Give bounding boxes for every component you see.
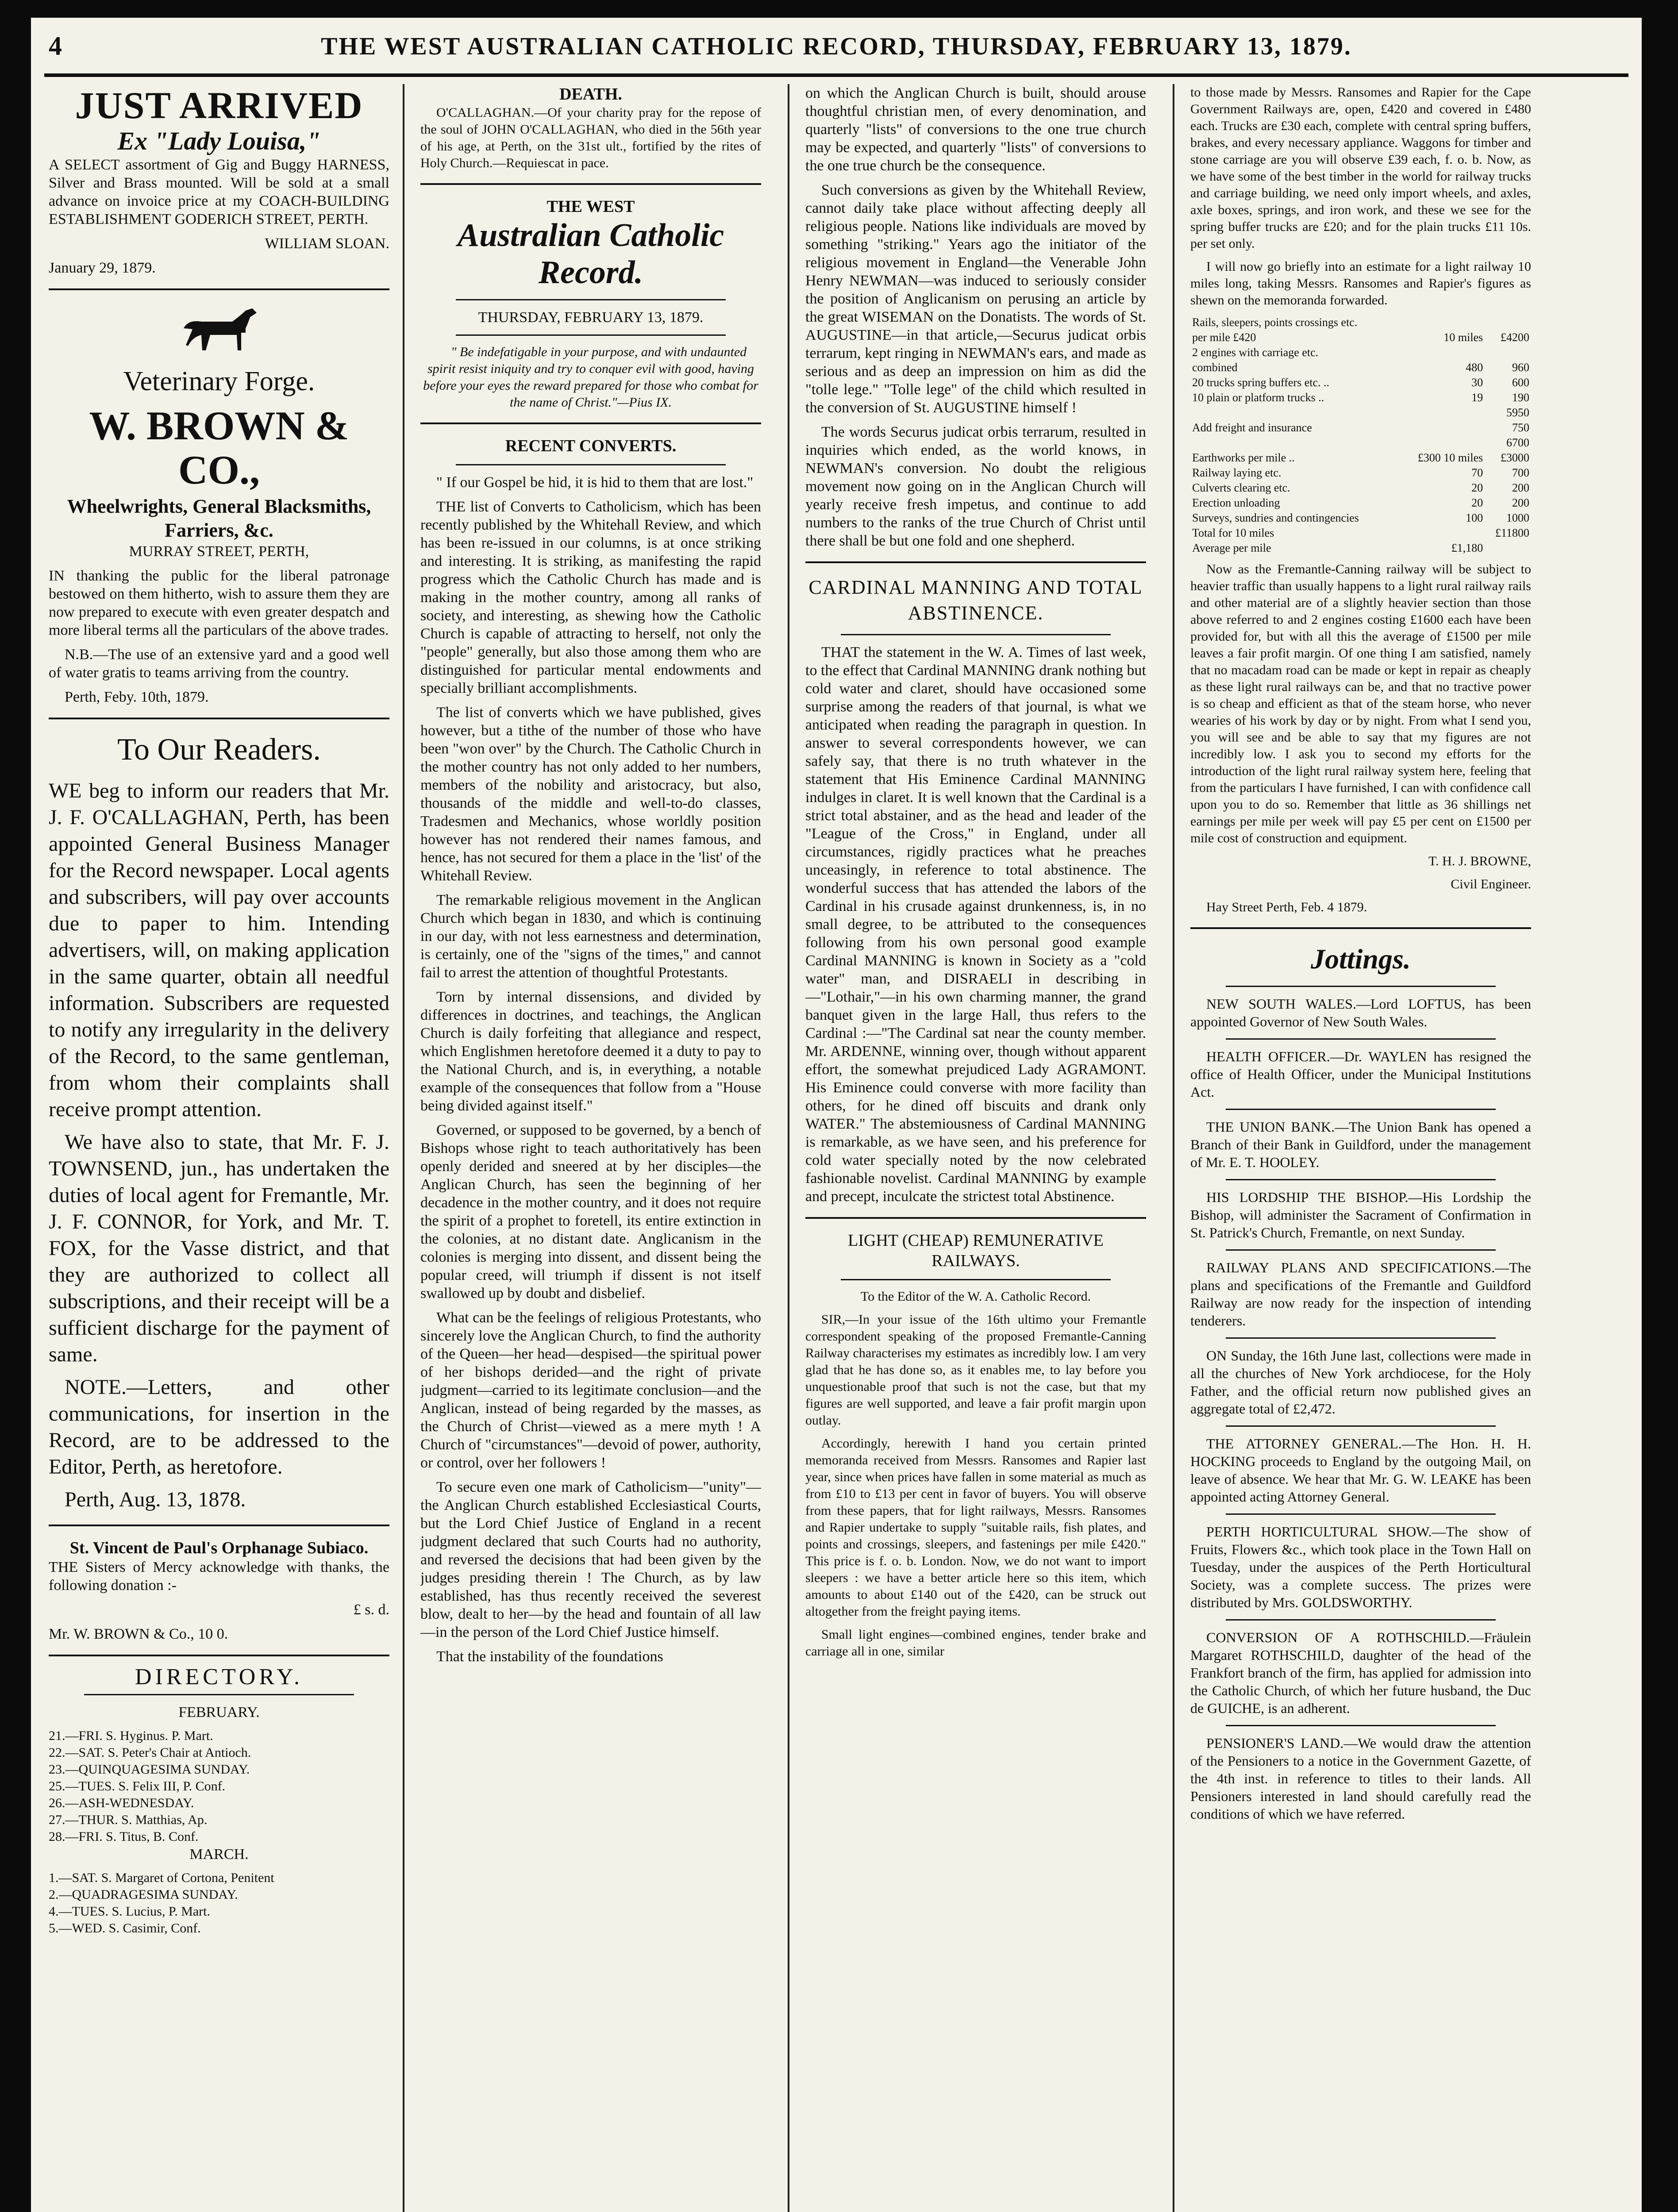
table-row xyxy=(1190,465,1531,480)
jotting-item: PERTH HORTICULTURAL SHOW.—The show of Fruits, Flowers &c., which took place in the Town Hall on Tuesday, under the auspices of the Perth Horticultural Society, was a complete success. The prizes were distributed by Mrs. GOLDSWORTHY. xyxy=(1190,1524,1531,1610)
railways-addressee: To the Editor of the W. A. Catholic Record. xyxy=(860,1289,1091,1304)
table-row xyxy=(1190,495,1531,511)
paper-the-west: THE WEST xyxy=(547,197,635,216)
orphanage-body: THE Sisters of Mercy acknowledge with thanks, the following donation :- xyxy=(49,1559,389,1594)
table-cell xyxy=(1190,405,1400,420)
table-cell: combined xyxy=(1192,361,1238,374)
jotting-item: RAILWAY PLANS AND SPECIFICATIONS.—The plans and specifications of the Fremantle and Guildford Railway are now ready for the inspection of intending tenderers. xyxy=(1190,1260,1531,1329)
table-cell: 20 xyxy=(1471,481,1483,494)
article-paragraph: Torn by internal dissensions, and divided by differences in doctrines, and teachings, the Anglican Church is daily forfeiting that allegiance and respect, which Englishmen heretofore deemed it a duty to pay to the National Church, and is, in everything, a notable example of the consequences that follow from a "House being divided against itself." xyxy=(420,989,761,1114)
divider xyxy=(1226,986,1496,987)
divider xyxy=(49,1525,389,1526)
ad-just-arrived-title: JUST ARRIVED xyxy=(75,84,363,127)
horse-icon xyxy=(175,302,263,359)
table-cell: Surveys, sundries and contingencies xyxy=(1192,511,1359,524)
column-3 xyxy=(805,84,1146,2212)
directory-entry: 5.—WED. S. Casimir, Conf. xyxy=(49,1921,201,1936)
article-paragraph: The list of converts which we have published, gives however, but a tithe of the number of those who have been "won over" by the Church. The Catholic Church in the mother country has not only added to her numbers, members of the nobility and aristocracy, but also, thousands of the middle and well-to-do classes, Tradesmen and Mechanics, whose worldly position however has not rendered their names famous, and hence, has not secured for them a place in the 'list' of the Whitehall Review. xyxy=(420,704,761,884)
divider xyxy=(1226,1725,1496,1726)
table-row xyxy=(1190,480,1531,495)
railway-estimate-table xyxy=(1190,315,1531,556)
table-cell: 19 xyxy=(1471,391,1483,404)
divider xyxy=(1226,1249,1496,1251)
masthead-rule xyxy=(44,73,1628,77)
orphanage-title: St. Vincent de Paul's Orphanage Subiaco. xyxy=(69,1539,369,1557)
article-paragraph: Such conversions as given by the Whitehall Review, cannot daily take place without affecting deeply all religious people. Nations like individuals are moved by something "striking." Years ago the initiator of the religious movement in England—the Venerable John Henry NEWMAN—was induced to seriously consider the position of Anglicanism on perusing an article by the great WISEMAN on the Donatists. The words of St. AUGUSTINE—in that article,—Securus judicat orbis terrarum, kept ringing in NEWMAN's ears, and made as serious and as deep an impression on him as did the "tolle lege." "Tolle lege" of the child which resulted in the conversion of St. AUGUSTINE himself ! xyxy=(805,182,1146,416)
directory-february: FEBRUARY. xyxy=(178,1704,260,1720)
table-cell xyxy=(1400,526,1485,541)
table-cell: Railway laying etc. xyxy=(1192,466,1282,479)
table-cell: Earthworks per mile .. xyxy=(1192,451,1295,464)
table-row xyxy=(1190,405,1531,420)
divider xyxy=(456,299,726,300)
letter-signature: T. H. J. BROWNE, xyxy=(1428,854,1531,868)
letter-paragraph: Accordingly, herewith I hand you certain printed memoranda received from Messrs. Ransomes and Rapier last year, since when prices have fallen in some material as much as from £10 to £13 per cent in favor of buyers. You will observe from these papers, that for light railways, Messrs. Ransomes and Rapier undertake to supply "suitable rails, fish plates, and points and crossings, sleepers, and fastenings per mile £420." This price is f. o. b. London. Now, we do not want to import sleepers : we have a better article here so this item, which amounts to about £140 out of the £420, can be struck out altogether from the freight paying items. xyxy=(805,1436,1146,1619)
table-cell: 70 xyxy=(1471,466,1483,479)
table-cell: 30 xyxy=(1471,376,1483,389)
table-cell: 960 xyxy=(1512,361,1529,374)
jotting-item: HIS LORDSHIP THE BISHOP.—His Lordship the Bishop, will administer the Sacrament of Confirmation in St. Patrick's Church, Fremantle, on next Sunday. xyxy=(1190,1189,1531,1240)
letter-paragraph: Now as the Fremantle-Canning railway will be subject to heavier traffic than usually happens to a light rural railway rails and other material are of a slightly heavier section than those above referred to and 2 engines costing £1600 each have been provided for, but with all this the average of £1500 per mile leaves a fair profit margin. Of one thing I am satisfied, namely that no macadam road can be made or kept in repair as cheaply as these light rural railways can be, and that no tractive power is so cheap and efficient as that of the steam horse, who never wearies of his work by day or by night. From what I send you, you will see and be able to say that my figures are not incredibly low. I ask you to second my efforts for the introduction of the light rural railway system here, feeling that from the particulars I have furnished, I can with confidence call upon you to do so. Remember that little as 36 shillings net earnings per mile per week will pay £5 per cent on £1500 per mile cost of construction and equipment. xyxy=(1190,562,1531,845)
jotting-item: THE ATTORNEY GENERAL.—The Hon. H. H. HOCKING proceeds to England by the outgoing Mail, on leave of absence. We hear that Mr. G. W. LEAKE has been appointed acting Attorney General. xyxy=(1190,1436,1531,1505)
table-cell: 20 trucks spring buffers etc. .. xyxy=(1192,376,1330,389)
letter-paragraph: to those made by Messrs. Ransomes and Rapier for the Cape Government Railways are, open, £420 and covered in £480 each. Trucks are £30 each, complete with central spring buffers, brakes, and every necessary appliance. Waggons for timber and stone carriage are you will observe £39 each, f. o. b. Now, as we have some of the best timber in the world for railway trucks and carriage building, we need only import wheels, and axles, axle boxes, springs, and iron work, and these we see for the spring buffer trucks are £20; and for the plain trucks £11 10s. per set only. xyxy=(1190,85,1531,251)
jotting-item: CONVERSION OF A ROTHSCHILD.—Fräulein Margaret ROTHSCHILD, daughter of the head of the Frankfort branch of the firm, has applied for admission into the Catholic Church, of which her future husband, the Duc de GUICHE, is an adherent. xyxy=(1190,1629,1531,1716)
ad-just-arrived-sign: WILLIAM SLOAN. xyxy=(265,235,389,252)
table-cell xyxy=(1400,435,1485,450)
table-cell: 1000 xyxy=(1506,511,1529,524)
divider xyxy=(49,718,389,719)
w-brown-date: Perth, Feby. 10th, 1879. xyxy=(65,689,209,705)
railways-title: LIGHT (CHEAP) REMUNERATIVE RAILWAYS. xyxy=(848,1231,1104,1270)
divider xyxy=(1226,1513,1496,1515)
table-cell: 5950 xyxy=(1506,406,1529,419)
w-brown-street: MURRAY STREET, PERTH, xyxy=(129,543,309,560)
table-cell: £3000 xyxy=(1501,451,1529,464)
table-cell xyxy=(1485,315,1531,330)
table-cell: 100 xyxy=(1466,511,1483,524)
divider xyxy=(420,183,761,185)
divider xyxy=(456,334,726,336)
article-paragraph: To secure even one mark of Catholicism—"unity"—the Anglican Church established Ecclesiastical Courts, but the Lord Chief Justice of England in a recent judgment declared that such Courts had no authority, and reversed the decisions that had been given by the judges presiding therein ! The Church, as by law established, has thus recently received the severest blow, dealt to her—by the head and fountain of all law—in the person of the Lord Chief Justice himself. xyxy=(420,1479,761,1640)
directory-entry: 25.—TUES. S. Felix III, P. Conf. xyxy=(49,1779,226,1793)
article-paragraph: " If our Gospel be hid, it is hid to them that are lost." xyxy=(436,474,754,491)
divider xyxy=(420,422,761,424)
article-paragraph: The remarkable religious movement in the Anglican Church which began in 1830, and which is continuing in our day, with not less earnestness and determination, is certainly, one of the "signs of the times," and cannot fail to arrest the attention of thoughtful Protestants. xyxy=(420,892,761,981)
table-cell: Culverts clearing etc. xyxy=(1192,481,1290,494)
table-cell: Average per mile xyxy=(1192,541,1271,554)
divider xyxy=(805,1217,1146,1219)
readers-paragraph-2: We have also to state, that Mr. F. J. TOWNSEND, jun., has undertaken the duties of local agent for Fremantle, Mr. J. F. CONNOR, for York, and Mr. T. FOX, for the Vasse district, and that they are authorized to collect all subscriptions, and their receipt will be a sufficient discharge for the payment of same. xyxy=(49,1130,389,1366)
death-title: DEATH. xyxy=(559,85,622,104)
article-paragraph: The words Securus judicat orbis terrarum, resulted in inquiries which ended, as the world knows, in NEWMAN's conversion. No doubt the religious movement now going on in the Anglican Church will yearly receive fresh impetus, and continue to add numbers to the ranks of the true Church of Christ until there shall be but one fold and one shepherd. xyxy=(805,424,1146,549)
table-row xyxy=(1190,511,1531,526)
directory-entry: 2.—QUADRAGESIMA SUNDAY. xyxy=(49,1887,238,1902)
table-cell xyxy=(1190,435,1400,450)
table-cell xyxy=(1400,420,1485,435)
directory-entry: 27.—THUR. S. Matthias, Ap. xyxy=(49,1813,208,1827)
divider xyxy=(841,1279,1111,1280)
table-row xyxy=(1190,390,1531,405)
paper-date: THURSDAY, FEBRUARY 13, 1879. xyxy=(478,309,704,326)
divider xyxy=(805,561,1146,563)
paper-name: Australian Catholic Record. xyxy=(457,217,724,291)
table-cell: 750 xyxy=(1512,421,1529,434)
divider xyxy=(49,1655,389,1656)
readers-date: Perth, Aug. 13, 1878. xyxy=(65,1488,246,1511)
column-rule xyxy=(403,84,404,2212)
table-row xyxy=(1190,360,1531,375)
jotting-item: HEALTH OFFICER.—Dr. WAYLEN has resigned the office of Health Officer, under the Municipal Institutions Act. xyxy=(1190,1048,1531,1100)
article-paragraph: What can be the feelings of religious Protestants, who sincerely love the Anglican Church, to find the authority of the Queen—her head—despised—the spiritual power of her bishops derided—and the right of private judgment—carried to its legitimate conclusion—and the Anglican, instead of being regarded by the masses, as the Church of Christ—viewed as a mere myth ! A Church of "circumstances"—devoid of power, authority, or control, over her followers ! xyxy=(420,1310,761,1471)
newspaper-page xyxy=(31,18,1642,2212)
w-brown-trades: Wheelwrights, General Blacksmiths, Farriers, &c. xyxy=(67,495,371,541)
table-cell: Total for 10 miles xyxy=(1192,526,1274,539)
column-2 xyxy=(420,84,761,2212)
jotting-item: NEW SOUTH WALES.—Lord LOFTUS, has been appointed Governor of New South Wales. xyxy=(1190,996,1531,1029)
letter-signature-title: Civil Engineer. xyxy=(1451,877,1531,891)
directory-entry: 22.—SAT. S. Peter's Chair at Antioch. xyxy=(49,1745,251,1760)
table-cell: 200 xyxy=(1512,496,1529,509)
recent-converts-title: RECENT CONVERTS. xyxy=(505,437,677,455)
table-cell xyxy=(1400,345,1485,360)
jottings-list xyxy=(1190,995,1531,1823)
column-1 xyxy=(49,84,389,2212)
directory-entry: 26.—ASH-WEDNESDAY. xyxy=(49,1796,194,1810)
table-cell: 600 xyxy=(1512,376,1529,389)
table-cell xyxy=(1400,405,1485,420)
ad-just-arrived-date: January 29, 1879. xyxy=(49,260,156,276)
directory-entry: 1.—SAT. S. Margaret of Cortona, Penitent xyxy=(49,1870,274,1885)
table-cell: 200 xyxy=(1512,481,1529,494)
to-our-readers-title: To Our Readers. xyxy=(117,733,321,767)
letter-paragraph: Small light engines—combined engines, tender brake and carriage all in one, similar xyxy=(805,1627,1146,1659)
table-cell: £300 10 miles xyxy=(1417,451,1483,464)
table-row xyxy=(1190,435,1531,450)
table-row xyxy=(1190,345,1531,360)
divider xyxy=(49,288,389,290)
table-cell: 700 xyxy=(1512,466,1529,479)
table-cell: Rails, sleepers, points crossings etc. xyxy=(1192,316,1358,329)
table-cell: 480 xyxy=(1466,361,1483,374)
orphanage-donation: Mr. W. BROWN & Co., 10 0. xyxy=(49,1626,228,1642)
divider xyxy=(1190,927,1531,929)
article-paragraph: THAT the statement in the W. A. Times of last week, to the effect that Cardinal MANNING drank nothing but cold water and claret, should have occasioned some surprise among the readers of that journal, is what we anticipated when reading the paragraph in question. In answer to several correspondents however, we can safely say, that there is no truth whatever in the statement that His Eminence Cardinal MANNING indulges in claret. It is well known that the Cardinal is a strict total abstainer, and as the head and leader of the "League of the Cross," in England, under all circumstances, rigidly practices what he preaches unceasingly, in reference to total abstinence. The wonderful success that has attended the labors of the Cardinal in his crusade against drunkenness, is, in no small degree, to be attributed to the consequences following from his own personal good example Cardinal MANNING is known in Society as a "cold water" man, and DISRAELI in describing in—"Lothair,"—in his own charming manner, the grand banquet given in the large Hall, thus refers to the Cardinal :—"The Cardinal sat near the county member. Mr. ARDENNE, winning over, though without apparent effort, the somewhat prejudiced Lady AGRAMONT. His Eminence could converse with more facility than others, for he dined off biscuits and drank only WATER." The abstemiousness of Cardinal MANNING is remarkable, as we have seen, and his preference for cold water specially noted by the now celebrated fashionable novelist. Cardinal MANNING by example and precept, inculcate the strictest total Abstinence. xyxy=(805,644,1146,1205)
column-rule xyxy=(1173,84,1174,2212)
table-row xyxy=(1190,330,1531,345)
jotting-item: PENSIONER'S LAND.—We would draw the attention of the Pensioners to a notice in the Government Gazette, of the 4th inst. in reference to titles to their lands. All Pensioners interested in land should carefully read the conditions of which we have referred. xyxy=(1190,1735,1531,1822)
table-row xyxy=(1190,526,1531,541)
table-cell: 190 xyxy=(1512,391,1529,404)
table-cell: Erection unloading xyxy=(1192,496,1280,509)
table-row xyxy=(1190,375,1531,390)
directory-march: MARCH. xyxy=(189,1846,249,1863)
jotting-item: THE UNION BANK.—The Union Bank has opened a Branch of their Bank in Guildford, under the management of Mr. E. T. HOOLEY. xyxy=(1190,1119,1531,1170)
table-cell: per mile £420 xyxy=(1192,331,1256,344)
veterinary-forge-title: Veterinary Forge. xyxy=(123,366,315,396)
motto: " Be indefatigable in your purpose, and with undaunted spirit resist iniquity and try to conquer evil with good, having before your eyes the reward prepared for those who combat for the name of Christ."—Pius IX. xyxy=(423,345,758,410)
masthead: THE WEST AUSTRALIAN CATHOLIC RECORD, THURSDAY, FEBRUARY 13, 1879. xyxy=(321,33,1352,60)
table-cell xyxy=(1485,345,1531,360)
directory-entry: 28.—FRI. S. Titus, B. Conf. xyxy=(49,1829,199,1844)
letter-paragraph: SIR,—In your issue of the 16th ultimo your Fremantle correspondent speaking of the proposed Fremantle-Canning Railway characterises my estimates as incredibly low. I am very glad that he has done so, as it enables me, to lay before you unquestionable proof that such is not the case, but that my figures are well supported, and leave a fair profit margin upon outlay. xyxy=(805,1312,1146,1428)
table-cell: £11800 xyxy=(1495,526,1529,539)
divider xyxy=(1226,1109,1496,1110)
table-cell xyxy=(1485,541,1531,556)
letter-date: Hay Street Perth, Feb. 4 1879. xyxy=(1206,900,1367,914)
w-brown-nb: N.B.—The use of an extensive yard and a good well of water gratis to teams arriving from the country. xyxy=(49,646,389,681)
table-cell: 10 miles xyxy=(1443,331,1483,344)
directory-entry: 21.—FRI. S. Hyginus. P. Mart. xyxy=(49,1728,213,1743)
directory-entry: 23.—QUINQUAGESIMA SUNDAY. xyxy=(49,1762,250,1777)
table-cell: 20 xyxy=(1471,496,1483,509)
column-rule xyxy=(788,84,789,2212)
readers-paragraph-3: NOTE.—Letters, and other communications, for insertion in the Record, are to be addressed to the Editor, Perth, as heretofore. xyxy=(49,1375,389,1479)
table-cell: £4200 xyxy=(1501,331,1529,344)
orphanage-columns: £ s. d. xyxy=(353,1601,389,1618)
ad-just-arrived-body: A SELECT assortment of Gig and Buggy HARNESS, Silver and Brass mounted. Will be sold at a small advance on invoice price at my COACH-BUILDING ESTABLISHMENT GODERICH STREET, PERTH. xyxy=(49,157,389,227)
directory-title: DIRECTORY. xyxy=(135,1664,304,1690)
readers-paragraph-1: WE beg to inform our readers that Mr. J. F. O'CALLAGHAN, Perth, has been appointed General Business Manager for the Record newspaper. Local agents and subscribers, will pay over accounts due to paper to him. Intending advertisers, will, on making application in the same quarter, obtain all needful information. Subscribers are requested to notify any irregularity in the delivery of the Record, to the same gentleman, from whom their complaints shall receive prompt attention. xyxy=(49,779,389,1121)
divider xyxy=(841,634,1111,635)
table-cell: 6700 xyxy=(1506,436,1529,449)
letter-paragraph: I will now go briefly into an estimate for a light railway 10 miles long, taking Messrs. Ransomes and Rapier's figures as shewn on the memoranda forwarded. xyxy=(1190,259,1531,307)
article-paragraph: on which the Anglican Church is built, should arouse thoughtful christian men, of every denomination, and quarterly "lists" of conversions to the one true church may be expected, and quarterly "lists" of conversions to the one true church be the consequence. xyxy=(805,85,1146,174)
divider xyxy=(1226,1619,1496,1621)
divider xyxy=(456,464,726,465)
directory-entry: 4.—TUES. S. Lucius, P. Mart. xyxy=(49,1904,211,1919)
death-notice: O'CALLAGHAN.—Of your charity pray for the repose of the soul of JOHN O'CALLAGHAN, who died in the 56th year of his age, at Perth, on the 31st ult., fortified by the rites of Holy Church.—Requiescat in pace. xyxy=(420,105,761,170)
table-row xyxy=(1190,420,1531,435)
w-brown-title: W. BROWN & CO., xyxy=(89,403,349,492)
divider xyxy=(1226,1038,1496,1040)
article-paragraph: Governed, or supposed to be governed, by a bench of Bishops whose right to teach authoritatively has been openly derided and sneered at by her disciples—the Anglican Church, has seen the beginning of her decadence in the mother country, and it does not require the spirit of a prophet to foretell, its entire extinction in the colonies, at no distant date. Anglicanism in the colonies is merging into dissent, and dissent being the popular creed, will triumph if dissent is not itself swallowed up by doubt and disbelief. xyxy=(420,1122,761,1302)
article-paragraph: That the instability of the foundations xyxy=(436,1648,663,1665)
table-cell: £1,180 xyxy=(1451,541,1483,554)
divider xyxy=(1226,1179,1496,1180)
table-row xyxy=(1190,541,1531,556)
manning-title: CARDINAL MANNING AND TOTAL ABSTINENCE. xyxy=(808,576,1143,624)
ad-just-arrived-subtitle: Ex "Lady Louisa," xyxy=(117,127,321,155)
w-brown-body: IN thanking the public for the liberal patronage bestowed on them hitherto, wish to assure them they are now prepared to execute with even greater despatch and more liberal terms all the particulars of the above trades. xyxy=(49,568,389,638)
table-cell: Add freight and insurance xyxy=(1192,421,1312,434)
divider xyxy=(1226,1337,1496,1339)
jotting-item: ON Sunday, the 16th June last, collections were made in all the churches of New York archdiocese, for the Holy Father, and the official return now published gives an aggregate total of £2,472. xyxy=(1190,1348,1531,1417)
table-row xyxy=(1190,315,1531,330)
table-cell: 10 plain or platform trucks .. xyxy=(1192,391,1324,404)
column-4 xyxy=(1190,84,1531,2212)
page-number: 4 xyxy=(49,31,62,61)
jottings-title: Jottings. xyxy=(1311,943,1411,975)
article-paragraph: THE list of Converts to Catholicism, which has been recently published by the Whitehall Review, and which has been re-issued in our columns, is at once striking and interesting. It is striking, as manifesting the rapid progress which the Catholic Church has made and is making in the mother country, among all ranks of society, and interesting, as shewing how the Catholic Church is capable of attracting to herself, not only the "people" generally, but also those among them who are distinguished for particular mental endowments and specially brilliant accomplishments. xyxy=(420,499,761,696)
table-row xyxy=(1190,450,1531,465)
table-cell xyxy=(1400,315,1485,330)
divider xyxy=(1226,1425,1496,1427)
table-cell: 2 engines with carriage etc. xyxy=(1192,346,1319,359)
ornament xyxy=(84,1694,354,1695)
